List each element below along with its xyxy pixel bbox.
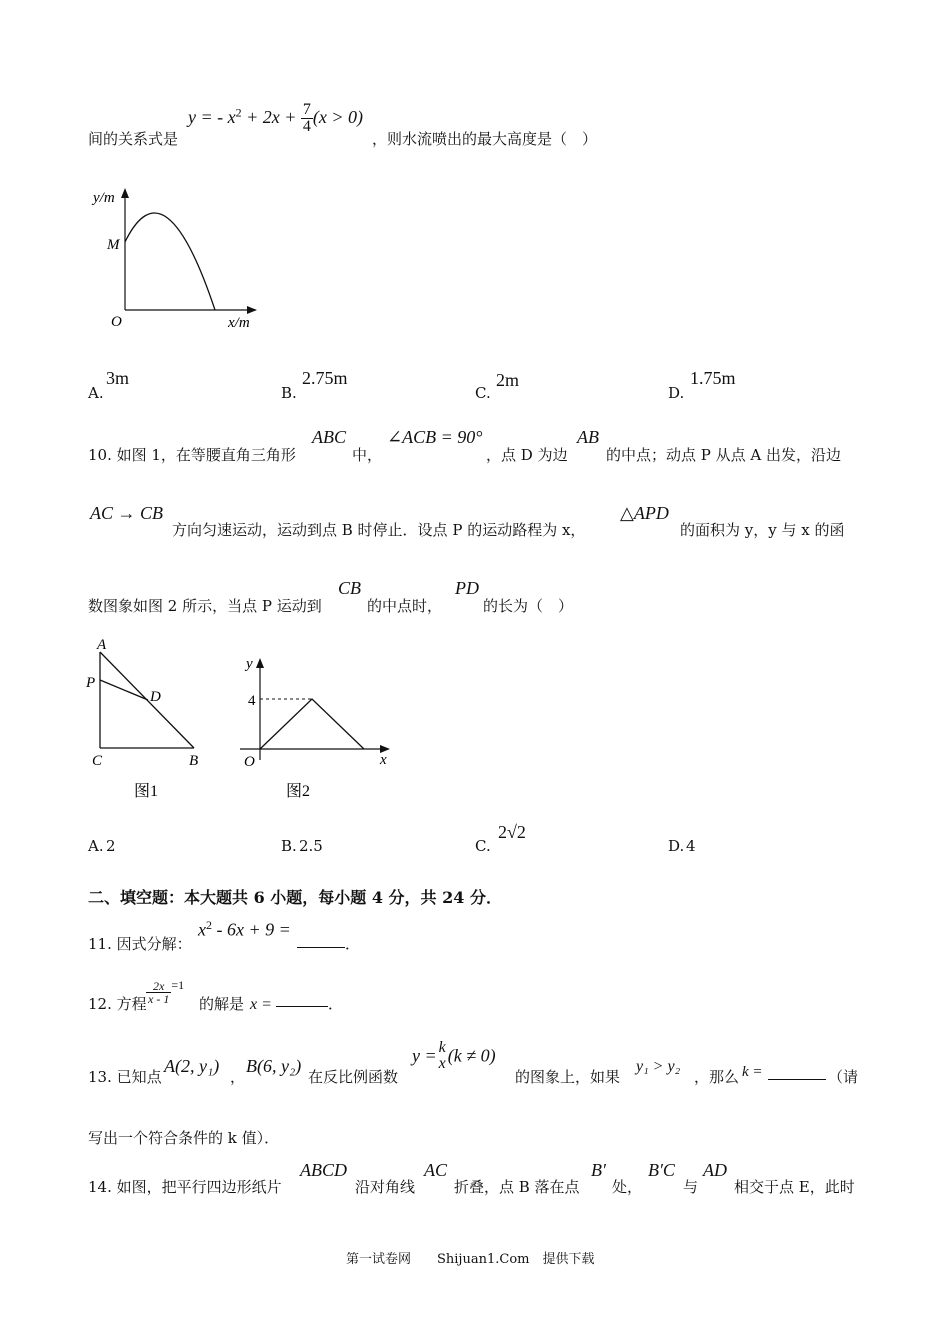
q9-option-c-value: 2m — [496, 370, 520, 390]
q12-var: x = — [250, 996, 272, 1013]
q13-line1-a: 13. 已知点 — [88, 1068, 162, 1086]
fig1-label-b: B — [189, 753, 199, 769]
q12-suffix: ． — [328, 995, 344, 1013]
q12-prefix: 12. 方程 — [88, 995, 147, 1013]
q9-option-d-letter: D. — [668, 384, 685, 402]
fig1-caption: 图1 — [134, 783, 159, 800]
q12-eq: =1 — [171, 978, 185, 992]
q11-math-rest: - 6x + 9 = — [212, 919, 291, 940]
q10-figure-1 — [82, 634, 212, 810]
q9-x-arrow — [247, 306, 257, 314]
q9-suffix: ，则水流喷出的最大高度是（ ） — [372, 130, 598, 148]
q12-answer-blank[interactable] — [276, 990, 328, 1007]
q14-c: 折叠，点 B 落在点 — [454, 1178, 580, 1196]
q10-figure-2 — [236, 648, 398, 810]
q10-line1-math-ab: AB — [577, 427, 599, 447]
q13-line1-c: 在反比例函数 — [308, 1068, 399, 1086]
q9-formula-cond: (x > 0) — [312, 107, 364, 127]
q13-line1-f: （请 — [828, 1068, 859, 1086]
q10-line2-math-apd: △APD — [620, 503, 669, 523]
fig2-label-x: x — [380, 752, 387, 768]
q9-prefix: 间的关系式是 — [88, 130, 179, 148]
q11-suffix: ． — [345, 935, 361, 953]
q9-curve — [125, 213, 215, 310]
fig1-label-a: A — [97, 637, 107, 653]
q9-origin-label: O — [111, 314, 122, 330]
q10-option-a-value: 2 — [106, 837, 116, 855]
q14-math-ac: AC — [424, 1160, 448, 1180]
q10-option-d-value: 4 — [686, 837, 696, 855]
fig1-segment-pd — [100, 680, 148, 700]
q10-option-a-letter: A. — [88, 837, 104, 855]
q13-fn-den: x — [438, 1055, 446, 1072]
q13-line1-d: 的图象上，如果 — [515, 1068, 621, 1086]
q9-option-a-value: 3m — [106, 368, 130, 388]
q9-y-arrow — [121, 188, 129, 198]
q10-option-c-letter: C. — [475, 837, 491, 855]
fig2-graph-line — [260, 699, 364, 749]
q14-math-abcd: ABCD — [300, 1160, 347, 1180]
q9-option-c-letter: C. — [475, 384, 491, 402]
q14-math-bprime: B′ — [591, 1160, 606, 1180]
q14-f: 相交于点 E，此时 — [734, 1178, 855, 1196]
q9-frac-den: 4 — [302, 118, 311, 135]
fig1-label-p: P — [86, 675, 96, 691]
q11-prefix: 11. 因式分解： — [88, 935, 192, 953]
q10-line3-math-cb: CB — [338, 578, 362, 598]
q9-formula-frac — [301, 102, 313, 135]
q13-function — [412, 1040, 496, 1072]
q9-x-label: x/m — [228, 315, 250, 331]
fig2-y-arrow — [256, 658, 264, 668]
q13-line1-e: ，那么 — [694, 1068, 740, 1086]
q10-option-b-letter: B. — [281, 837, 297, 855]
q10-option-c-value: 2√2 — [498, 822, 526, 842]
q13-fn-cond: (k ≠ 0) — [447, 1045, 496, 1066]
q13-kvar: k = — [742, 1064, 763, 1080]
q13-line1-b: ， — [230, 1068, 246, 1086]
q12-frac-num: 2x — [146, 980, 171, 993]
q13-fn-lhs: y = — [412, 1045, 437, 1066]
q10-line1-d: 的中点；动点 P 从点 A 出发，沿边 — [606, 446, 841, 464]
q10-line1-c: ，点 D 为边 — [486, 446, 568, 464]
q10-line1-a: 10. 如图 1，在等腰直角三角形 — [88, 446, 296, 464]
q14-math-ad: AD — [703, 1160, 727, 1180]
q10-line2-a: 方向匀速运动，运动到点 B 时停止．设点 P 的运动路程为 x， — [172, 521, 586, 539]
q9-formula — [188, 102, 363, 135]
fig2-label-y: y — [246, 656, 253, 672]
q13-point-a: A(2, y₁) — [164, 1056, 220, 1076]
q10-option-d-letter: D. — [668, 837, 685, 855]
q12-mid: 的解是 — [199, 995, 245, 1013]
q13-fn-num: k — [438, 1039, 446, 1056]
fig2-caption: 图2 — [286, 783, 311, 800]
q10-line3-b: 的中点时， — [367, 597, 443, 615]
q10-line3-c: 的长为（ ） — [483, 597, 574, 615]
q13-inequality: y₁ > y₂ — [636, 1058, 681, 1075]
q11-expression — [198, 918, 291, 940]
q9-option-b-letter: B. — [281, 384, 297, 402]
q10-line2-b: 的面积为 y，y 与 x 的函 — [680, 521, 845, 539]
q12-fraction — [146, 978, 184, 1005]
q10-line3-math-pd: PD — [455, 578, 479, 598]
q14-b: 沿对角线 — [355, 1178, 416, 1196]
q9-option-b-value: 2.75m — [302, 368, 348, 388]
q14-math-bprimec: B′C — [648, 1160, 675, 1180]
q10-line1-math-abc: ABC — [312, 427, 346, 447]
q10-option-b-value: 2.5 — [299, 837, 323, 855]
q13-point-b: B(6, y₂) — [246, 1056, 302, 1076]
page-footer: 第一试卷网 Shijuan1.Com 提供下载 — [346, 1252, 595, 1267]
section-2-title: 二、填空题：本大题共 6 小题，每小题 4 分，共 24 分． — [88, 888, 502, 907]
q9-formula-exp: 2 — [235, 105, 242, 120]
q14-e: 与 — [683, 1178, 699, 1196]
q9-point-m: M — [107, 237, 120, 253]
q9-formula-lhs: y = - x — [188, 107, 236, 127]
q10-line1-math-angle: ∠ACB = 90° — [387, 427, 483, 447]
fig2-label-four: 4 — [248, 693, 256, 709]
q9-option-d-value: 1.75m — [690, 368, 736, 388]
q13-line2: 写出一个符合条件的 k 值）． — [88, 1129, 280, 1147]
q9-option-a-letter: A. — [88, 384, 104, 402]
q9-formula-mid: + 2x + — [241, 107, 301, 127]
q12-frac-den: x - 1 — [148, 991, 170, 1006]
q11-math-x: x — [198, 919, 206, 940]
q9-parabola-graph — [85, 178, 275, 338]
q14-d: 处， — [612, 1178, 643, 1196]
q10-line3-a: 数图象如图 2 所示，当点 P 运动到 — [88, 597, 322, 615]
q10-line1-b: 中， — [352, 446, 383, 464]
q9-y-label: y/m — [93, 190, 115, 206]
q13-answer-blank[interactable] — [768, 1063, 826, 1080]
q11-exp: 2 — [206, 918, 212, 932]
fig2-label-o: O — [244, 754, 255, 770]
q11-answer-blank[interactable] — [297, 931, 345, 948]
q9-frac-num: 7 — [302, 101, 311, 118]
fig1-label-d: D — [150, 689, 161, 705]
fig1-label-c: C — [92, 753, 103, 769]
q10-line2-math-path: AC → CB — [90, 503, 164, 523]
q14-a: 14. 如图，把平行四边形纸片 — [88, 1178, 282, 1196]
